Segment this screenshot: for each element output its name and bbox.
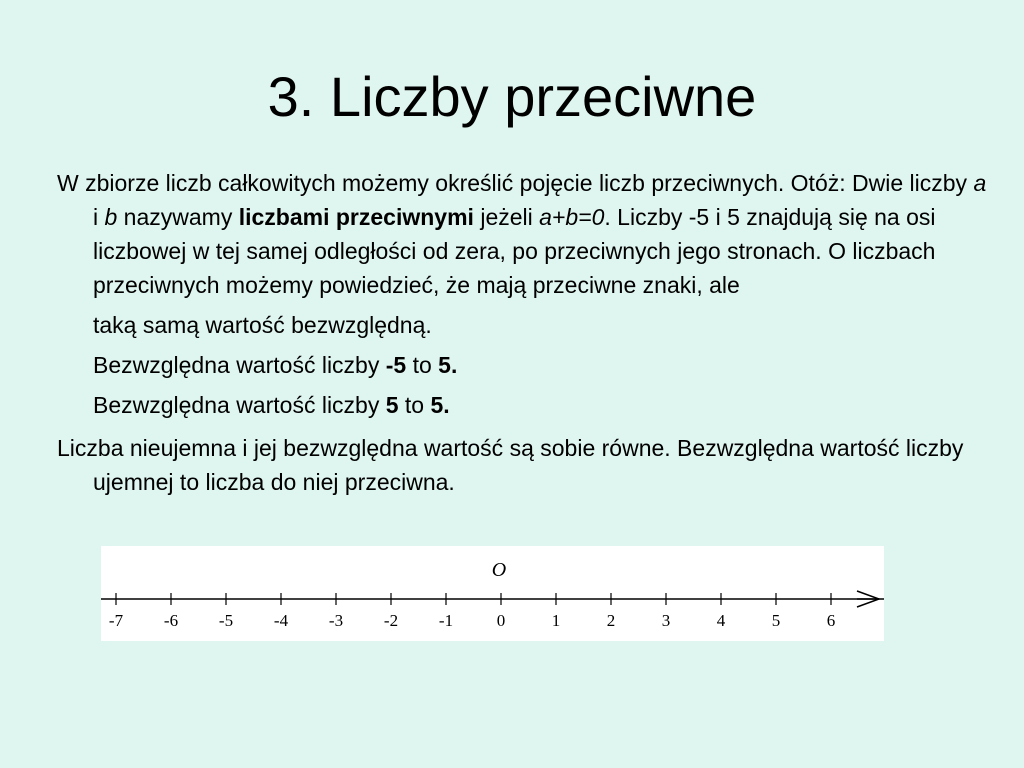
abs-example-1-text: Bezwzględna wartość liczby <box>93 352 386 378</box>
slide-body <box>57 166 987 499</box>
tick-label: 0 <box>496 611 506 630</box>
slide-title: 3. Liczby przeciwne <box>267 65 757 128</box>
definition-text-2: i <box>93 204 105 230</box>
absolute-value-example-2 <box>57 388 987 422</box>
tick-label: 1 <box>551 611 561 630</box>
tick-label: -1 <box>438 611 454 630</box>
absolute-value-example-1 <box>57 348 987 382</box>
abs-example-1-number: -5 <box>385 352 407 378</box>
number-line-svg <box>101 546 884 641</box>
abs-example-2-text: Bezwzględna wartość liczby <box>93 392 386 418</box>
definition-equation: a+b=0 <box>539 204 605 230</box>
tick-label: 5 <box>771 611 781 630</box>
definition-text-3: nazywamy <box>117 204 239 230</box>
abs-example-1-to: to <box>406 352 439 378</box>
tick-label: 2 <box>606 611 616 630</box>
number-line-figure <box>101 546 884 641</box>
definition-term: liczbami przeciwnymi <box>238 204 474 230</box>
tick-label: -5 <box>218 611 234 630</box>
tick-label: -2 <box>383 611 399 630</box>
tick-label: 4 <box>716 611 726 630</box>
variable-b: b <box>104 204 118 230</box>
tick-label: -3 <box>328 611 344 630</box>
abs-example-1-result: 5. <box>438 352 458 378</box>
nonnegative-paragraph: Liczba nieujemna i jej bezwzględna wartość są sobie równe. Bezwzględna wartość liczby ujemnej to liczba do niej przeciwna. <box>57 435 964 495</box>
definition-continuation: taką samą wartość bezwzględną. <box>93 312 432 338</box>
definition-text-5: . Liczby -5 i 5 znajdują się na osi liczbowej w tej samej odległości od zera, po przeciwnych jego stronach. O liczbach przeciwnych możemy powiedzieć, że mają przeciwne znaki, ale <box>93 204 936 298</box>
definition-text-4: jeżeli <box>473 204 540 230</box>
abs-example-2-number: 5 <box>385 392 399 418</box>
tick-label: 6 <box>826 611 836 630</box>
variable-a: a <box>973 170 987 196</box>
tick-label: -7 <box>108 611 124 630</box>
origin-label: O <box>491 559 507 581</box>
definition-text-1: W zbiorze liczb całkowitych możemy określić pojęcie liczb przeciwnych. Otóż: Dwie liczby <box>57 170 974 196</box>
definition-paragraph <box>57 166 987 302</box>
abs-example-2-to: to <box>398 392 431 418</box>
tick-label: -4 <box>273 611 289 630</box>
tick-label: -6 <box>163 611 179 630</box>
abs-example-2-result: 5. <box>430 392 450 418</box>
tick-label: 3 <box>661 611 671 630</box>
